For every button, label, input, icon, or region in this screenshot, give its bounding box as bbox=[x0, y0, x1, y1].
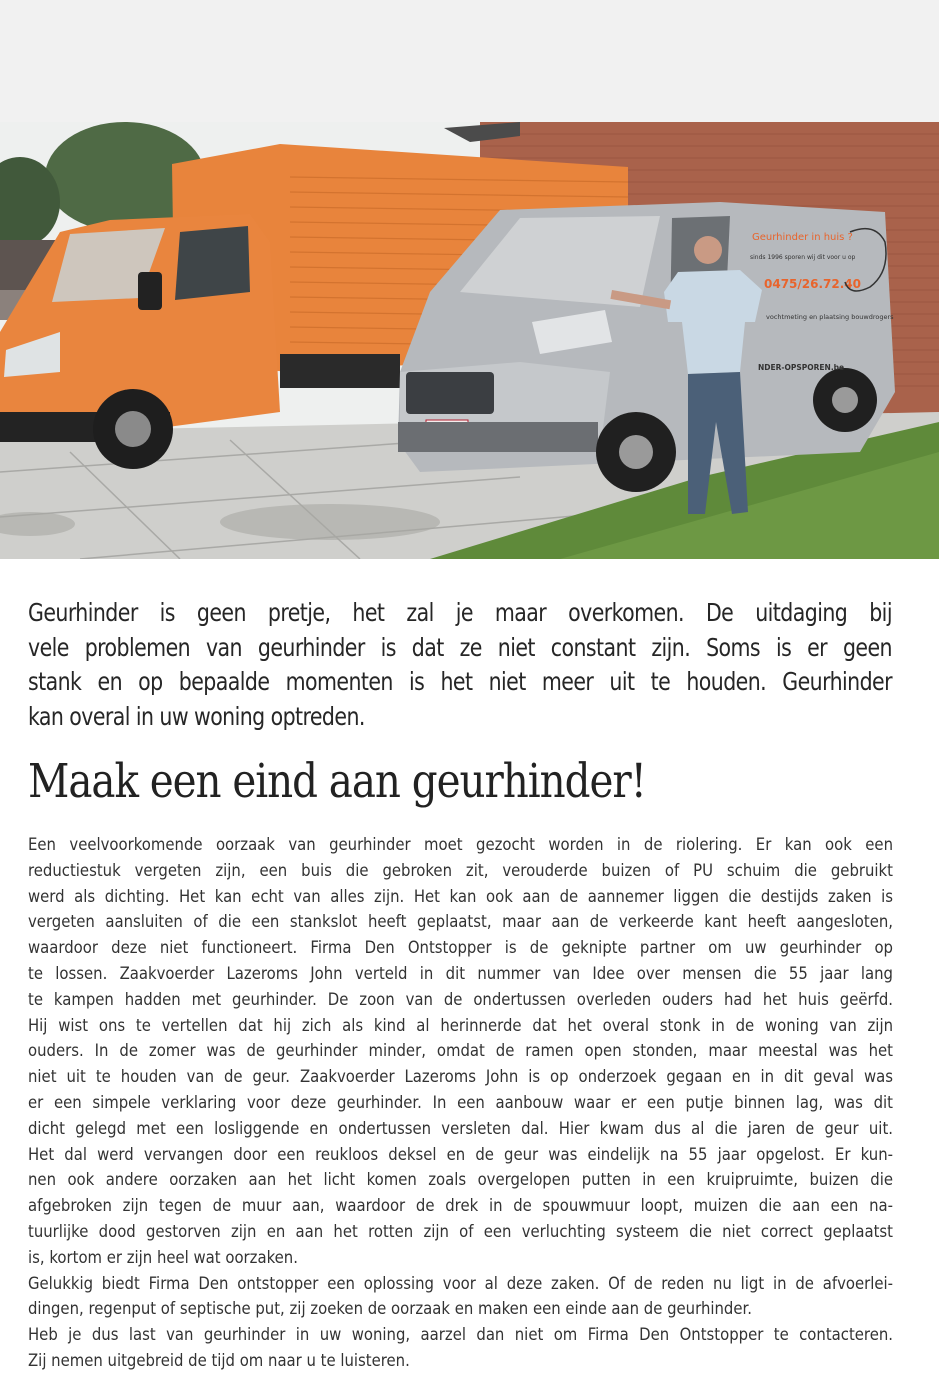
intro-paragraph bbox=[28, 596, 892, 734]
body-line: afgebroken zijn tegen de muur aan, waardoor de drek in de spouwmuur loopt, muizen die aan een na- bbox=[28, 1196, 893, 1217]
body-line: Een veelvoorkomende oorzaak van geurhinder moet gezocht worden in de riolering. Er kan ook een bbox=[28, 835, 893, 855]
article-headline: Maak een eind aan geurhinder! bbox=[28, 754, 646, 809]
body-line: er een simpele verklaring voor deze geurhinder. In een aanbouw waar er een putje binnen lag, was dit bbox=[28, 1092, 893, 1113]
body-line: dicht gelegd met een losliggende en ondertussen versleten dal. Hier kwam dus al die jaren de geur uit. bbox=[28, 1118, 893, 1139]
body-line: Gelukkig biedt Firma Den ontstopper een oplossing voor al deze zaken. Of de reden nu ligt in de afvoerlei- bbox=[28, 1273, 893, 1294]
van-lettering-headline: Geurhinder in huis ? bbox=[752, 232, 853, 243]
photo-illustration bbox=[0, 122, 939, 559]
body-line: te lossen. Zaakvoerder Lazeroms John verteld in dit nummer van Idee over mensen die 55 jaar lang bbox=[28, 963, 893, 984]
intro-line: vele problemen van geurhinder is dat ze niet constant zijn. Soms is er geen bbox=[28, 632, 892, 662]
intro-line: stank en op bepaalde momenten is het niet meer uit te houden. Geurhinder bbox=[28, 667, 892, 696]
body-line: Zij nemen uitgebreid de tijd om naar u te luisteren. bbox=[28, 1350, 410, 1371]
body-line: niet uit te houden van de geur. Zaakvoerder Lazeroms John is op onderzoek gegaan en in dit geval was bbox=[28, 1067, 893, 1088]
van-lettering-website: NDER-OPSPOREN.be bbox=[758, 363, 845, 372]
body-line: ouders. In de zomer was de geurhinder minder, omdat de ramen open stonden, maar meestal was het bbox=[28, 1041, 893, 1062]
article-photo bbox=[0, 122, 939, 559]
body-line: te kampen hadden met geurhinder. De zoon van de ondertussen overleden ouders had het huis geërfd. bbox=[28, 989, 893, 1010]
body-line: waardoor deze niet functioneert. Firma Den Ontstopper is de geknipte partner om uw geurhinder op bbox=[28, 938, 893, 959]
body-line: Heb je dus last van geurhinder in uw woning, aarzel dan niet om Firma Den Ontstopper te contacteren. bbox=[28, 1325, 893, 1346]
body-line: vergeten aansluiten of die een stankslot heeft geplaatst, maar aan de verkeerde kant heeft aangesloten, bbox=[28, 912, 893, 933]
intro-line: Geurhinder is geen pretje, het zal je maar overkomen. De uitdaging bij bbox=[28, 598, 892, 627]
body-line: nen ook andere oorzaken aan het licht komen zoals overgelopen putten in een kruipruimte, buizen die bbox=[28, 1170, 893, 1191]
body-line: dingen, regenput of septische put, zij zoeken de oorzaak en maken een einde aan de geurhinder. bbox=[28, 1299, 752, 1320]
body-line: Hij wist ons te vertellen dat hij zich als kind al herinnerde dat het overal stonk in de woning van zijn bbox=[28, 1015, 893, 1036]
body-line: reductiestuk vergeten zijn, een buis die gebroken zit, verouderde buizen of PU schuim die gebruikt bbox=[28, 860, 893, 881]
body-line: Het dal werd vervangen door een reukloos deksel en de geur was eindelijk na 55 jaar opgelost. Er kun- bbox=[28, 1144, 893, 1165]
intro-line: kan overal in uw woning optreden. bbox=[28, 701, 365, 731]
top-blank-band bbox=[0, 0, 939, 122]
van-lettering-tagline: sinds 1996 sporen wij dit voor u op bbox=[750, 254, 856, 261]
van-lettering-phone: 0475/26.72.40 bbox=[764, 277, 861, 291]
body-line: tuurlijke dood gestorven zijn en aan het rotten zijn of een verluchting systeem die niet correct geplaatst bbox=[28, 1221, 893, 1242]
van-lettering-service: vochtmeting en plaatsing bouwdrogers bbox=[766, 313, 894, 321]
body-line: werd als dichting. Het kan echt van alles zijn. Het kan ook aan de aannemer liggen die destijds zaken is bbox=[28, 886, 893, 907]
article-body bbox=[28, 833, 893, 1375]
body-line: is, kortom er zijn heel wat oorzaken. bbox=[28, 1247, 298, 1268]
